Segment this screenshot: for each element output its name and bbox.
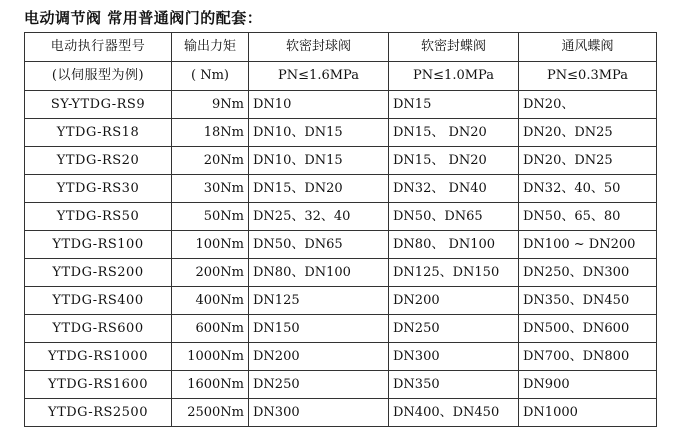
output-torque-cell: 200Nm	[172, 259, 249, 287]
soft-seal-butterfly-valve-cell: DN300	[389, 343, 519, 371]
ventilation-butterfly-valve-cell: DN500、DN600	[519, 315, 657, 343]
soft-seal-ball-valve-cell: DN300	[249, 399, 389, 427]
soft-seal-butterfly-valve-cell: DN250	[389, 315, 519, 343]
ventilation-butterfly-valve-cell: DN20、DN25	[519, 119, 657, 147]
soft-seal-ball-valve-cell: DN125	[249, 287, 389, 315]
actuator-model-cell: YTDG-RS200	[25, 259, 172, 287]
ventilation-butterfly-valve-cell: DN350、DN450	[519, 287, 657, 315]
ventilation-butterfly-valve-cell: DN700、DN800	[519, 343, 657, 371]
header-ventilation-butterfly-valve-cell: 通风蝶阀	[519, 33, 657, 62]
output-torque-cell: 9Nm	[172, 91, 249, 119]
output-torque-cell: 20Nm	[172, 147, 249, 175]
actuator-model-cell: YTDG-RS600	[25, 315, 172, 343]
actuator-model-cell: YTDG-RS2500	[25, 399, 172, 427]
soft-seal-ball-valve-cell: DN25、32、40	[249, 203, 389, 231]
ventilation-butterfly-valve-cell: DN1000	[519, 399, 657, 427]
header-output-torque-cell: ( Nm)	[172, 62, 249, 91]
soft-seal-butterfly-valve-cell: DN400、DN450	[389, 399, 519, 427]
actuator-model-cell: YTDG-RS1600	[25, 371, 172, 399]
header-soft-seal-ball-valve-cell: 软密封球阀	[249, 33, 389, 62]
header-soft-seal-ball-valve-cell: PN≤1.6MPa	[249, 62, 389, 91]
output-torque-cell: 1600Nm	[172, 371, 249, 399]
ventilation-butterfly-valve-cell: DN20、	[519, 91, 657, 119]
ventilation-butterfly-valve-cell: DN50、65、80	[519, 203, 657, 231]
table-row	[25, 119, 657, 147]
soft-seal-ball-valve-cell: DN10、DN15	[249, 147, 389, 175]
output-torque-cell: 50Nm	[172, 203, 249, 231]
ventilation-butterfly-valve-cell: DN100 ~ DN200	[519, 231, 657, 259]
actuator-model-cell: YTDG-RS50	[25, 203, 172, 231]
soft-seal-butterfly-valve-cell: DN15	[389, 91, 519, 119]
soft-seal-ball-valve-cell: DN10	[249, 91, 389, 119]
table-row	[25, 343, 657, 371]
table-row	[25, 91, 657, 119]
table-row	[25, 287, 657, 315]
table-row	[25, 147, 657, 175]
soft-seal-butterfly-valve-cell: DN350	[389, 371, 519, 399]
page-title: 电动调节阀 常用普通阀门的配套：	[24, 9, 263, 27]
output-torque-cell: 100Nm	[172, 231, 249, 259]
actuator-model-cell: YTDG-RS400	[25, 287, 172, 315]
header-soft-seal-butterfly-valve-cell: 软密封蝶阀	[389, 33, 519, 62]
table-row	[25, 315, 657, 343]
table-row	[25, 231, 657, 259]
soft-seal-butterfly-valve-cell: DN125、DN150	[389, 259, 519, 287]
header-row	[25, 33, 657, 62]
header-actuator-model-cell: 电动执行器型号	[25, 33, 172, 62]
soft-seal-ball-valve-cell: DN250	[249, 371, 389, 399]
table-row	[25, 259, 657, 287]
output-torque-cell: 1000Nm	[172, 343, 249, 371]
ventilation-butterfly-valve-cell: DN20、DN25	[519, 147, 657, 175]
table-row	[25, 399, 657, 427]
header-soft-seal-butterfly-valve-cell: PN≤1.0MPa	[389, 62, 519, 91]
ventilation-butterfly-valve-cell: DN900	[519, 371, 657, 399]
soft-seal-ball-valve-cell: DN15、DN20	[249, 175, 389, 203]
soft-seal-butterfly-valve-cell: DN80、 DN100	[389, 231, 519, 259]
output-torque-cell: 600Nm	[172, 315, 249, 343]
soft-seal-butterfly-valve-cell: DN15、 DN20	[389, 147, 519, 175]
soft-seal-butterfly-valve-cell: DN50、DN65	[389, 203, 519, 231]
soft-seal-butterfly-valve-cell: DN200	[389, 287, 519, 315]
soft-seal-ball-valve-cell: DN10、DN15	[249, 119, 389, 147]
actuator-model-cell: YTDG-RS18	[25, 119, 172, 147]
ventilation-butterfly-valve-cell: DN250、DN300	[519, 259, 657, 287]
header-actuator-model-cell: (以伺服型为例)	[25, 62, 172, 91]
output-torque-cell: 400Nm	[172, 287, 249, 315]
table-row	[25, 203, 657, 231]
actuator-model-cell: SY-YTDG-RS9	[25, 91, 172, 119]
soft-seal-butterfly-valve-cell: DN32、 DN40	[389, 175, 519, 203]
table-row	[25, 175, 657, 203]
soft-seal-butterfly-valve-cell: DN15、 DN20	[389, 119, 519, 147]
output-torque-cell: 2500Nm	[172, 399, 249, 427]
table-row	[25, 371, 657, 399]
soft-seal-ball-valve-cell: DN80、DN100	[249, 259, 389, 287]
output-torque-cell: 18Nm	[172, 119, 249, 147]
valve-matching-table	[24, 32, 657, 427]
actuator-model-cell: YTDG-RS100	[25, 231, 172, 259]
actuator-model-cell: YTDG-RS1000	[25, 343, 172, 371]
soft-seal-ball-valve-cell: DN50、DN65	[249, 231, 389, 259]
soft-seal-ball-valve-cell: DN150	[249, 315, 389, 343]
header-row	[25, 62, 657, 91]
actuator-model-cell: YTDG-RS20	[25, 147, 172, 175]
soft-seal-ball-valve-cell: DN200	[249, 343, 389, 371]
header-output-torque-cell: 输出力矩	[172, 33, 249, 62]
header-ventilation-butterfly-valve-cell: PN≤0.3MPa	[519, 62, 657, 91]
output-torque-cell: 30Nm	[172, 175, 249, 203]
actuator-model-cell: YTDG-RS30	[25, 175, 172, 203]
ventilation-butterfly-valve-cell: DN32、40、50	[519, 175, 657, 203]
